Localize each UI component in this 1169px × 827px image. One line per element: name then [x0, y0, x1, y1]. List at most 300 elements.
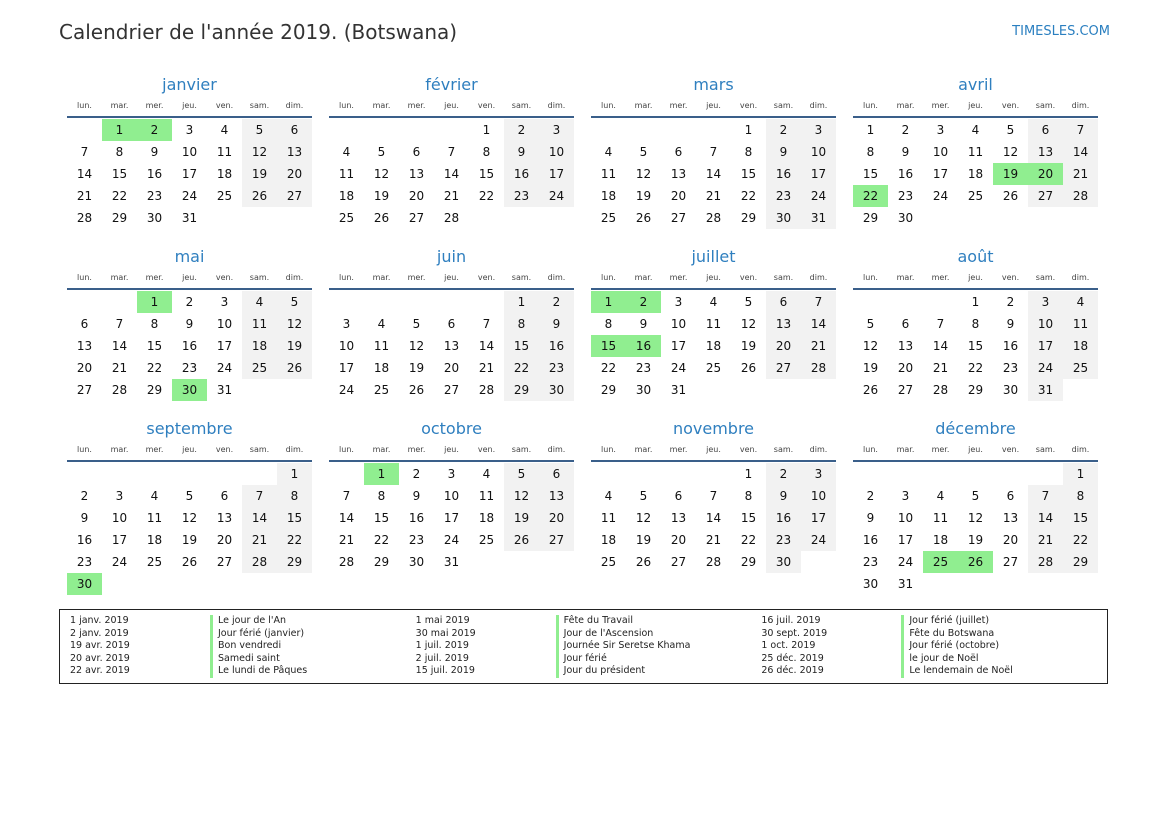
day-cell: 28 [705, 555, 722, 569]
day-cell: 29 [600, 383, 617, 397]
page-title: Calendrier de l'année 2019. (Botswana) [59, 20, 458, 44]
weekday-label: mer. [407, 101, 426, 110]
day-cell: 12 [277, 313, 312, 335]
months-grid [67, 74, 1104, 595]
day-cell: 22 [277, 529, 312, 551]
weekday-label: dim. [1071, 273, 1090, 282]
day-cell: 4 [936, 489, 945, 503]
day-cell: 15 [740, 167, 757, 181]
days-grid [853, 290, 1098, 401]
day-cell: 29 [862, 211, 879, 225]
holiday-date: 1 oct. 2019 [761, 640, 816, 651]
day-cell: 13 [670, 167, 687, 181]
weekday-label: mar. [896, 273, 915, 282]
day-cell: 23 [1002, 361, 1019, 375]
month-0 [67, 74, 312, 229]
day-cell: 27 [408, 211, 425, 225]
weekday-row [853, 268, 1098, 290]
day-cell: 6 [766, 291, 801, 313]
day-cell: 14 [76, 167, 93, 181]
day-cell: 14 [242, 507, 277, 529]
holiday-date: 1 janv. 2019 [70, 615, 129, 626]
day-cell: 13 [76, 339, 93, 353]
weekday-label: jeu. [182, 101, 197, 110]
day-cell: 31 [443, 555, 460, 569]
day-cell: 18 [967, 167, 984, 181]
holiday-name: Jour férié (janvier) [210, 628, 416, 641]
month-8 [67, 418, 312, 595]
day-cell: 10 [181, 145, 198, 159]
day-cell: 17 [801, 163, 836, 185]
day-cell: 1 [504, 291, 539, 313]
day-cell: 2 [80, 489, 89, 503]
day-cell: 9 [504, 141, 539, 163]
weekday-label: jeu. [706, 273, 721, 282]
weekday-label: jeu. [182, 445, 197, 454]
weekday-label: sam. [1035, 101, 1056, 110]
day-cell: 14 [111, 339, 128, 353]
holiday-name: Le lendemain de Noël [901, 665, 1107, 678]
day-cell: 2 [766, 119, 801, 141]
day-cell: 9 [412, 489, 421, 503]
day-cell: 8 [604, 317, 613, 331]
day-cell: 10 [539, 141, 574, 163]
empty-cell [888, 463, 923, 485]
weekday-label: mer. [669, 273, 688, 282]
empty-cell [591, 119, 626, 141]
day-cell: 19 [967, 533, 984, 547]
empty-cell [958, 463, 993, 485]
day-cell: 28 [338, 555, 355, 569]
day-cell: 3 [1028, 291, 1063, 313]
day-cell: 25 [1063, 357, 1098, 379]
day-cell: 8 [150, 317, 159, 331]
day-cell: 26 [408, 383, 425, 397]
weekday-label: ven. [739, 101, 758, 110]
weekday-label: dim. [1071, 445, 1090, 454]
day-cell: 28 [1063, 185, 1098, 207]
day-cell: 2 [766, 463, 801, 485]
day-cell: 12 [504, 485, 539, 507]
day-cell: 8 [377, 489, 386, 503]
day-cell: 4 [709, 295, 718, 309]
weekday-label: sam. [1035, 445, 1056, 454]
day-cell: 24 [670, 361, 687, 375]
day-cell: 15 [862, 167, 879, 181]
day-cell: 4 [971, 123, 980, 137]
weekday-row [329, 268, 574, 290]
day-cell: 8 [744, 145, 753, 159]
day-cell: 1 [277, 463, 312, 485]
day-cell: 9 [150, 145, 159, 159]
day-cell: 8 [744, 489, 753, 503]
weekday-label: jeu. [182, 273, 197, 282]
day-cell: 10 [443, 489, 460, 503]
weekday-label: lun. [77, 101, 92, 110]
weekday-label: sam. [511, 445, 532, 454]
holiday-day: 22 [853, 185, 888, 207]
day-cell: 14 [705, 511, 722, 525]
day-cell: 14 [1028, 507, 1063, 529]
day-cell: 27 [277, 185, 312, 207]
day-cell: 22 [600, 361, 617, 375]
day-cell: 24 [539, 185, 574, 207]
empty-cell [923, 291, 958, 313]
empty-cell [67, 291, 102, 313]
day-cell: 12 [408, 339, 425, 353]
day-cell: 27 [897, 383, 914, 397]
day-cell: 8 [504, 313, 539, 335]
day-cell: 14 [338, 511, 355, 525]
day-cell: 18 [146, 533, 163, 547]
weekday-row [591, 96, 836, 118]
day-cell: 13 [897, 339, 914, 353]
month-9 [329, 418, 574, 595]
day-cell: 21 [76, 189, 93, 203]
day-cell: 15 [967, 339, 984, 353]
day-cell: 20 [670, 533, 687, 547]
empty-cell [434, 119, 469, 141]
day-cell: 4 [342, 145, 351, 159]
day-cell: 6 [674, 145, 683, 159]
day-cell: 23 [635, 361, 652, 375]
empty-cell [329, 119, 364, 141]
day-cell: 9 [80, 511, 89, 525]
month-10 [591, 418, 836, 595]
month-name: août [957, 247, 994, 266]
holiday-name: Le lundi de Pâques [210, 665, 416, 678]
weekday-label: ven. [1001, 273, 1020, 282]
holiday-day: 16 [626, 335, 661, 357]
weekday-row [67, 268, 312, 290]
day-cell: 21 [705, 189, 722, 203]
weekday-label: dim. [809, 445, 828, 454]
weekday-label: ven. [215, 101, 234, 110]
day-cell: 19 [373, 189, 390, 203]
day-cell: 3 [936, 123, 945, 137]
day-cell: 17 [801, 507, 836, 529]
month-name: mai [174, 247, 205, 266]
weekday-label: mar. [372, 101, 391, 110]
holiday-date: 30 mai 2019 [415, 627, 476, 639]
day-cell: 19 [635, 189, 652, 203]
day-cell: 22 [740, 189, 757, 203]
site-link[interactable]: TIMESLES.COM [1012, 24, 1110, 39]
holiday-day: 1 [591, 291, 626, 313]
holiday-date: 2 janv. 2019 [70, 627, 129, 639]
day-cell: 10 [338, 339, 355, 353]
weekday-label: dim. [809, 273, 828, 282]
month-6 [591, 246, 836, 401]
day-cell: 12 [967, 511, 984, 525]
weekday-label: mar. [634, 101, 653, 110]
day-cell: 5 [1006, 123, 1015, 137]
empty-cell [242, 463, 277, 485]
day-cell: 9 [1006, 317, 1015, 331]
weekday-label: dim. [285, 273, 304, 282]
day-cell: 15 [277, 507, 312, 529]
weekday-label: mar. [372, 445, 391, 454]
month-3 [853, 74, 1098, 229]
holiday-name: Fête du Botswana [901, 628, 1107, 641]
day-cell: 30 [862, 577, 879, 591]
day-cell: 10 [216, 317, 233, 331]
day-cell: 29 [740, 555, 757, 569]
day-cell: 29 [111, 211, 128, 225]
day-cell: 31 [216, 383, 233, 397]
day-cell: 19 [181, 533, 198, 547]
day-cell: 8 [115, 145, 124, 159]
month-name: septembre [146, 419, 233, 438]
month-name: mars [693, 75, 734, 94]
day-cell: 2 [185, 295, 194, 309]
day-cell: 20 [897, 361, 914, 375]
weekday-label: dim. [809, 101, 828, 110]
day-cell: 18 [478, 511, 495, 525]
day-cell: 1 [866, 123, 875, 137]
days-grid [591, 290, 836, 401]
month-5 [329, 246, 574, 401]
day-cell: 10 [932, 145, 949, 159]
weekday-label: sam. [249, 445, 270, 454]
month-2 [591, 74, 836, 229]
day-cell: 8 [971, 317, 980, 331]
day-cell: 23 [504, 185, 539, 207]
day-cell: 2 [901, 123, 910, 137]
day-cell: 15 [504, 335, 539, 357]
day-cell: 21 [932, 361, 949, 375]
weekday-label: ven. [739, 273, 758, 282]
empty-cell [364, 119, 399, 141]
day-cell: 15 [146, 339, 163, 353]
day-cell: 10 [670, 317, 687, 331]
weekday-label: mer. [145, 273, 164, 282]
day-cell: 20 [443, 361, 460, 375]
day-cell: 3 [674, 295, 683, 309]
day-cell: 2 [866, 489, 875, 503]
weekday-label: lun. [601, 273, 616, 282]
day-cell: 3 [115, 489, 124, 503]
day-cell: 10 [111, 511, 128, 525]
empty-cell [67, 119, 102, 141]
day-cell: 19 [740, 339, 757, 353]
empty-cell [434, 291, 469, 313]
day-cell: 17 [670, 339, 687, 353]
day-cell: 23 [766, 529, 801, 551]
day-cell: 29 [373, 555, 390, 569]
day-cell: 20 [216, 533, 233, 547]
day-cell: 30 [635, 383, 652, 397]
day-cell: 24 [338, 383, 355, 397]
weekday-label: ven. [1001, 445, 1020, 454]
weekday-label: dim. [547, 101, 566, 110]
day-cell: 3 [342, 317, 351, 331]
weekday-label: mer. [145, 101, 164, 110]
day-cell: 25 [967, 189, 984, 203]
weekday-label: lun. [77, 273, 92, 282]
empty-cell [469, 291, 504, 313]
day-cell: 11 [216, 145, 233, 159]
weekday-label: sam. [773, 445, 794, 454]
day-cell: 23 [76, 555, 93, 569]
holiday-date: 1 juil. 2019 [415, 640, 469, 651]
weekday-label: sam. [249, 273, 270, 282]
days-grid [67, 462, 312, 595]
day-cell: 7 [801, 291, 836, 313]
day-cell: 12 [635, 511, 652, 525]
day-cell: 22 [967, 361, 984, 375]
day-cell: 16 [897, 167, 914, 181]
day-cell: 6 [1006, 489, 1015, 503]
day-cell: 17 [181, 167, 198, 181]
day-cell: 22 [478, 189, 495, 203]
day-cell: 7 [709, 145, 718, 159]
day-cell: 2 [412, 467, 421, 481]
day-cell: 7 [447, 145, 456, 159]
day-cell: 21 [111, 361, 128, 375]
month-name: décembre [935, 419, 1016, 438]
weekday-label: mer. [407, 273, 426, 282]
weekday-label: mer. [407, 445, 426, 454]
weekday-label: dim. [285, 101, 304, 110]
day-cell: 7 [1063, 119, 1098, 141]
day-cell: 26 [862, 383, 879, 397]
weekday-label: ven. [739, 445, 758, 454]
empty-cell [329, 463, 364, 485]
day-cell: 25 [705, 361, 722, 375]
day-cell: 4 [377, 317, 386, 331]
empty-cell [888, 291, 923, 313]
day-cell: 3 [901, 489, 910, 503]
day-cell: 20 [1002, 533, 1019, 547]
day-cell: 24 [801, 529, 836, 551]
day-cell: 30 [766, 207, 801, 229]
day-cell: 30 [146, 211, 163, 225]
weekday-row [329, 96, 574, 118]
weekday-label: mar. [634, 273, 653, 282]
weekday-label: mar. [372, 273, 391, 282]
day-cell: 29 [967, 383, 984, 397]
day-cell: 12 [740, 317, 757, 331]
day-cell: 5 [242, 119, 277, 141]
holiday-name: Jour du président [556, 665, 762, 678]
day-cell: 31 [897, 577, 914, 591]
days-grid [591, 118, 836, 229]
day-cell: 27 [1028, 185, 1063, 207]
day-cell: 6 [220, 489, 229, 503]
month-4 [67, 246, 312, 401]
day-cell: 22 [504, 357, 539, 379]
month-11 [853, 418, 1098, 595]
month-1 [329, 74, 574, 229]
day-cell: 28 [443, 211, 460, 225]
day-cell: 24 [801, 185, 836, 207]
day-cell: 30 [1002, 383, 1019, 397]
weekday-label: mer. [145, 445, 164, 454]
empty-cell [399, 119, 434, 141]
empty-cell [399, 291, 434, 313]
day-cell: 4 [242, 291, 277, 313]
day-cell: 31 [181, 211, 198, 225]
holiday-date: 19 avr. 2019 [70, 640, 130, 651]
day-cell: 19 [635, 533, 652, 547]
day-cell: 31 [801, 207, 836, 229]
holiday-list [59, 609, 1108, 684]
day-cell: 18 [242, 335, 277, 357]
day-cell: 23 [766, 185, 801, 207]
day-cell: 3 [185, 123, 194, 137]
day-cell: 7 [80, 145, 89, 159]
weekday-label: lun. [601, 101, 616, 110]
day-cell: 29 [1063, 551, 1098, 573]
weekday-label: dim. [285, 445, 304, 454]
day-cell: 14 [932, 339, 949, 353]
weekday-label: mar. [896, 101, 915, 110]
weekday-row [591, 440, 836, 462]
holiday-name: Jour de l'Ascension [556, 628, 762, 641]
day-cell: 8 [482, 145, 491, 159]
day-cell: 27 [216, 555, 233, 569]
day-cell: 12 [242, 141, 277, 163]
holiday-column-1 [416, 615, 762, 683]
day-cell: 23 [897, 189, 914, 203]
day-cell: 6 [901, 317, 910, 331]
day-cell: 30 [408, 555, 425, 569]
weekday-label: sam. [249, 101, 270, 110]
holiday-name: Le jour de l'An [210, 615, 416, 628]
weekday-row [591, 268, 836, 290]
day-cell: 21 [1028, 529, 1063, 551]
day-cell: 9 [766, 485, 801, 507]
day-cell: 3 [539, 119, 574, 141]
day-cell: 4 [1063, 291, 1098, 313]
holiday-day: 25 [923, 551, 958, 573]
day-cell: 11 [705, 317, 722, 331]
day-cell: 2 [504, 119, 539, 141]
day-cell: 29 [740, 211, 757, 225]
weekday-label: lun. [77, 445, 92, 454]
day-cell: 28 [1028, 551, 1063, 573]
day-cell: 17 [111, 533, 128, 547]
weekday-label: jeu. [444, 101, 459, 110]
day-cell: 14 [801, 313, 836, 335]
holiday-date: 30 sept. 2019 [761, 627, 828, 639]
day-cell: 8 [277, 485, 312, 507]
day-cell: 14 [1063, 141, 1098, 163]
day-cell: 11 [242, 313, 277, 335]
day-cell: 1 [1063, 463, 1098, 485]
weekday-row [67, 96, 312, 118]
days-grid [67, 290, 312, 401]
day-cell: 15 [111, 167, 128, 181]
day-cell: 21 [478, 361, 495, 375]
day-cell: 7 [482, 317, 491, 331]
day-cell: 27 [766, 357, 801, 379]
day-cell: 26 [635, 555, 652, 569]
days-grid [329, 462, 574, 573]
day-cell: 13 [408, 167, 425, 181]
empty-cell [172, 463, 207, 485]
day-cell: 24 [111, 555, 128, 569]
day-cell: 15 [740, 511, 757, 525]
day-cell: 17 [1028, 335, 1063, 357]
weekday-label: sam. [773, 273, 794, 282]
weekday-label: lun. [339, 445, 354, 454]
day-cell: 18 [600, 189, 617, 203]
day-cell: 20 [408, 189, 425, 203]
day-cell: 28 [242, 551, 277, 573]
month-name: juillet [691, 247, 736, 266]
